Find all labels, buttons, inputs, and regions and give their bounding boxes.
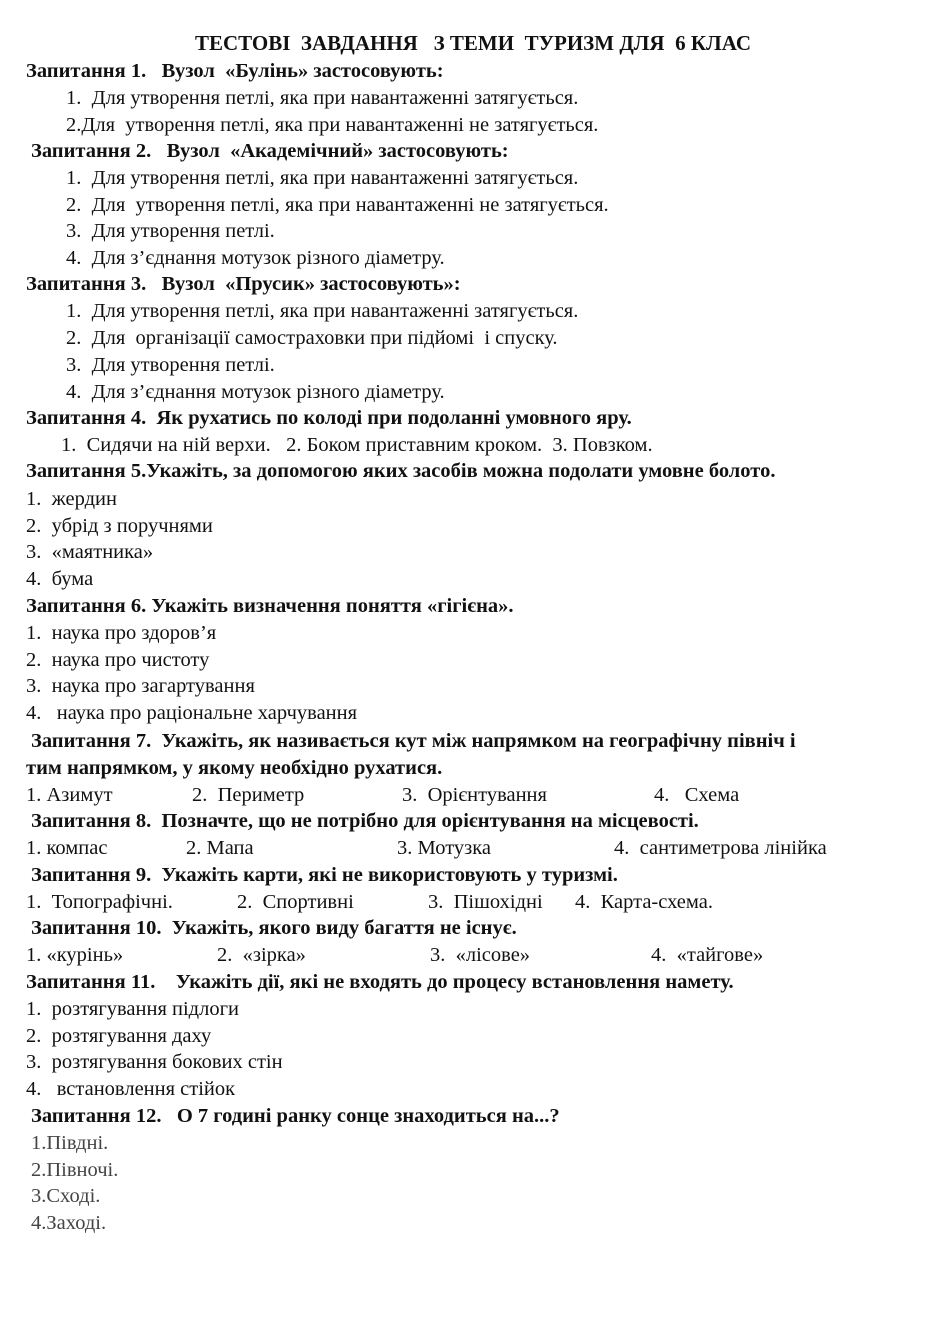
question-1-heading: Запитання 1. Вузол «Булінь» застосовують: [26,60,444,82]
q7-option-4: 4. Схема [654,784,740,806]
q5-option-4: 4. бума [26,568,94,590]
question-5-heading: Запитання 5.Укажіть, за допомогою яких засобів можна подолати умовне болото. [26,460,776,482]
q7-option-2: 2. Периметр [192,784,305,806]
question-12-heading: Запитання 12. О 7 годині ранку сонце знаходиться на...? [31,1105,560,1127]
q1-option-2: 2.Для утворення петлі, яка при навантаженні не затягується. [66,114,599,136]
q11-option-4: 4. встановлення стійок [26,1078,236,1100]
q3-option-2: 2. Для організації самостраховки при підйомі і спуску. [66,327,558,349]
q12-option-2: 2.Півночі. [31,1159,119,1181]
question-7-heading-cont: тим напрямком, у якому необхідно рухатися. [26,757,443,779]
q3-option-3: 3. Для утворення петлі. [66,354,275,376]
q1-option-1: 1. Для утворення петлі, яка при навантаженні затягується. [66,87,579,109]
q4-options: 1. Сидячи на ній верхи. 2. Боком приставним кроком. 3. Повзком. [61,434,653,456]
q6-option-2: 2. наука про чистоту [26,649,210,671]
q8-option-1: 1. компас [26,837,108,859]
q8-options-row [0,836,946,860]
q11-option-1: 1. розтягування підлоги [26,998,239,1020]
q10-option-1: 1. «курінь» [26,944,124,966]
q8-option-3: 3. Мотузка [397,837,491,859]
q9-option-3: 3. Пішохідні [428,891,543,913]
q7-option-3: 3. Орієнтування [402,784,547,806]
q2-option-2: 2. Для утворення петлі, яка при навантаженні не затягується. [66,194,609,216]
q2-option-1: 1. Для утворення петлі, яка при навантаженні затягується. [66,167,579,189]
question-9-heading: Запитання 9. Укажіть карти, які не використовують у туризмі. [31,864,618,886]
q9-option-2: 2. Спортивні [237,891,354,913]
question-7-heading: Запитання 7. Укажіть, як називається кут між напрямком на географічну північ і [31,730,796,752]
q6-option-1: 1. наука про здоров’я [26,622,217,644]
q5-option-1: 1. жердин [26,488,117,510]
q11-option-3: 3. розтягування бокових стін [26,1051,283,1073]
q6-option-4: 4. наука про раціональне харчування [26,702,358,724]
question-11-heading: Запитання 11. Укажіть дії, які не входять до процесу встановлення намету. [26,971,734,993]
q10-options-row [0,943,946,967]
q5-option-2: 2. убрід з поручнями [26,515,213,537]
q8-option-4: 4. сантиметрова лінійка [614,837,827,859]
q12-option-3: 3.Сході. [31,1185,101,1207]
question-4-heading: Запитання 4. Як рухатись по колоді при подоланні умовного яру. [26,407,632,429]
q11-option-2: 2. розтягування даху [26,1025,212,1047]
q3-option-1: 1. Для утворення петлі, яка при навантаженні затягується. [66,300,579,322]
page-title: ТЕСТОВІ ЗАВДАННЯ З ТЕМИ ТУРИЗМ ДЛЯ 6 КЛАС [195,31,751,55]
q7-options-row [0,783,946,807]
question-8-heading: Запитання 8. Позначте, що не потрібно для орієнтування на місцевості. [31,810,699,832]
q12-option-4: 4.Заході. [31,1212,107,1234]
q3-option-4: 4. Для з’єднання мотузок різного діаметру. [66,381,445,403]
q2-option-4: 4. Для з’єднання мотузок різного діаметру. [66,247,445,269]
q10-option-3: 3. «лісове» [430,944,531,966]
question-2-heading: Запитання 2. Вузол «Академічний» застосовують: [31,140,509,162]
q10-option-2: 2. «зірка» [217,944,306,966]
q12-option-1: 1.Півдні. [31,1132,109,1154]
question-10-heading: Запитання 10. Укажіть, якого виду багаття не існує. [31,917,517,939]
question-6-heading: Запитання 6. Укажіть визначення поняття «гігієна». [26,595,514,617]
q9-option-1: 1. Топографічні. [26,891,173,913]
q5-option-3: 3. «маятника» [26,541,154,563]
q10-option-4: 4. «тайгове» [651,944,764,966]
q9-option-4: 4. Карта-схема. [575,891,713,913]
q7-option-1: 1. Азимут [26,784,113,806]
q9-options-row [0,890,946,914]
q2-option-3: 3. Для утворення петлі. [66,220,275,242]
q6-option-3: 3. наука про загартування [26,675,255,697]
question-3-heading: Запитання 3. Вузол «Прусик» застосовують»: [26,273,461,295]
q8-option-2: 2. Мапа [186,837,254,859]
